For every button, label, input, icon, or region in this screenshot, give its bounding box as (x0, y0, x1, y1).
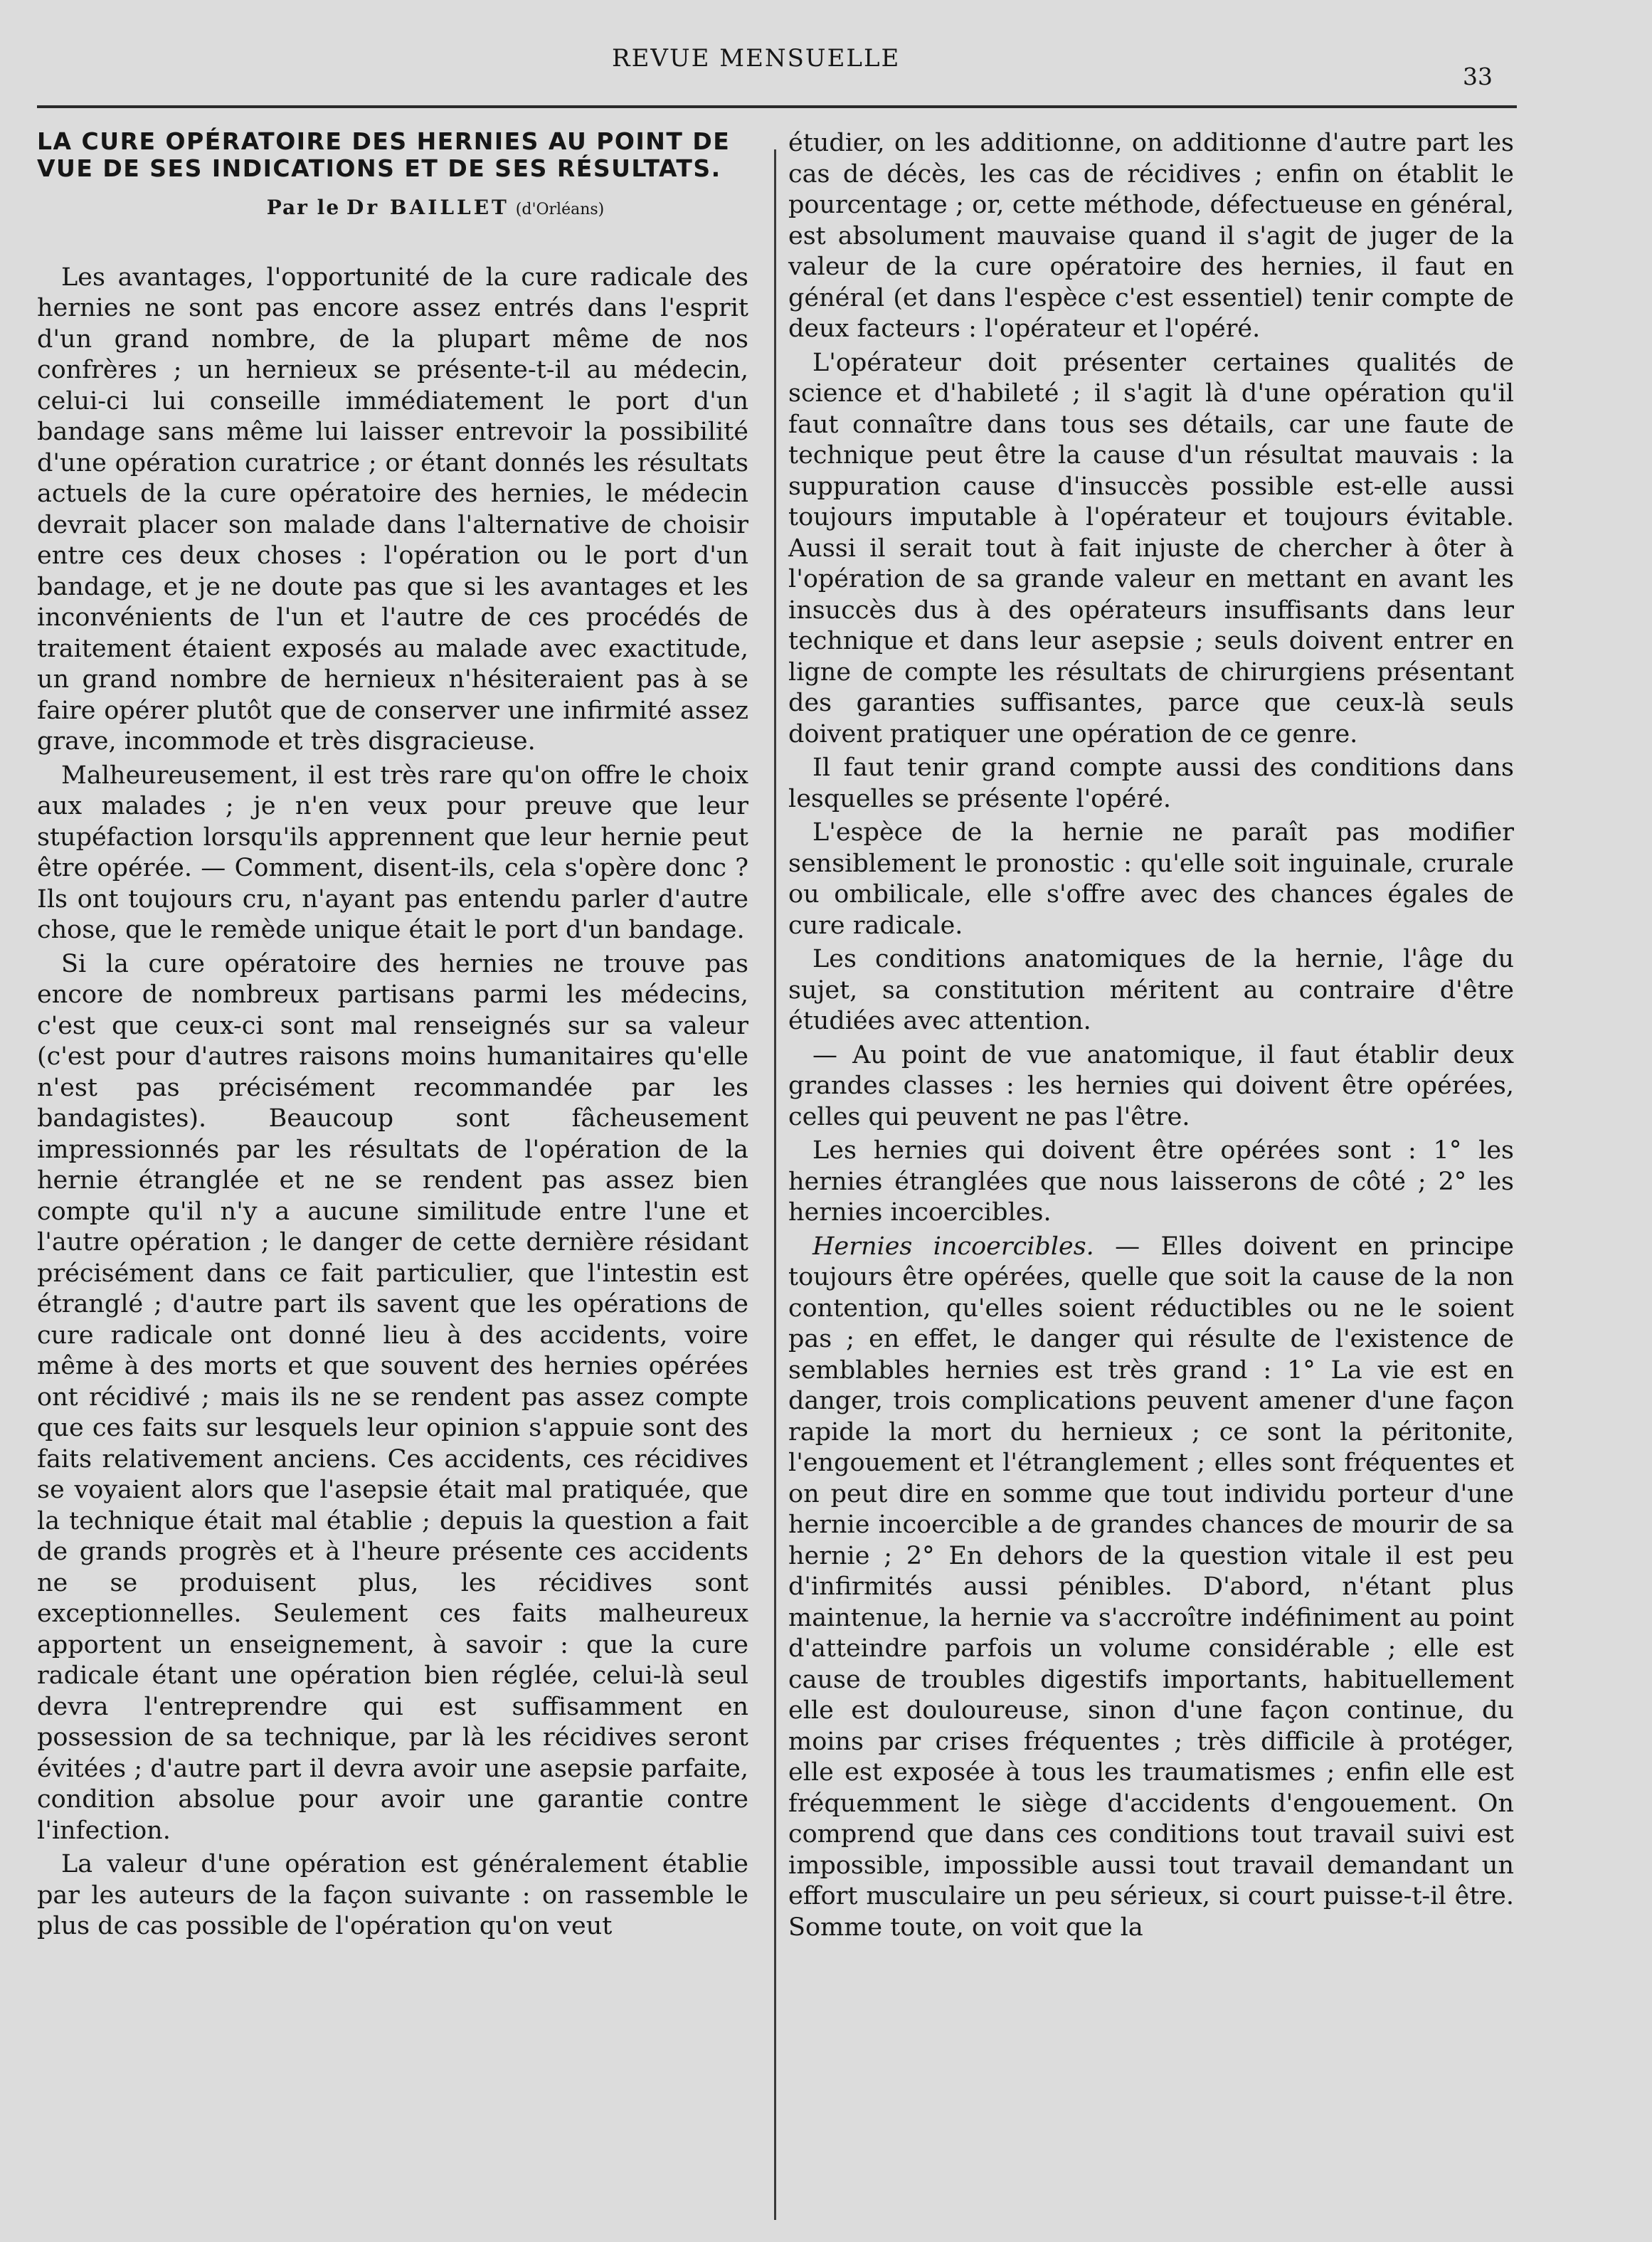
running-head: REVUE MENSUELLE (612, 44, 901, 73)
paragraph: La valeur d'une opération est généralement établie par les auteurs de la façon suivante : on rassemble le plus de cas possible de l'opération qu'on veut (37, 1850, 748, 1940)
paragraph: L'opérateur doit présenter certaines qualités de science et d'habileté ; il s'agit là d'une opération qu'il faut connaître dans tous ses détails, car une faute de technique peut être la cause d'un résultat mauvais : la suppuration cause d'insuccès possible est-elle aussi toujours imputable à l'opérateur et toujours évitable. Aussi il serait tout à fait injuste de chercher à ôter à l'opération de sa grande valeur en mettant en avant les insuccès dus à des opérateurs insuffisants dans leur technique et dans leur asepsie ; seuls doivent entrer en ligne de compte les résultats de chirurgiens présentant des garanties suffisantes, parce que ceux-là seuls doivent pratiquer une opération de ce genre. (788, 348, 1514, 749)
byline-prefix: Par le (266, 196, 341, 219)
paragraph: Il faut tenir grand compte aussi des conditions dans lesquelles se présente l'opéré. (788, 753, 1514, 813)
paragraph-continuation: étudier, on les additionne, on additionne d'autre part les cas de décès, les cas de récidives ; enfin on établit le pourcentage ; or, cette méthode, défectueuse en général, est absolument mauvaise quand il s'agit de juger de la valeur de la cure opératoire des hernies, il faut en général (et dans l'espèce c'est essentiel) tenir compte de deux facteurs : l'opérateur et l'opéré. (788, 129, 1514, 343)
paragraph: Si la cure opératoire des hernies ne trouve pas encore de nombreux partisans parmi les médecins, c'est que ceux-ci sont mal renseignés sur sa valeur (c'est pour d'autres raisons moins humanitaires qu'elle n'est pas précisément recommandée par les bandagistes). Beaucoup sont fâcheusement impressionnés par les résultats de l'opération de la hernie étranglée et ne se rendent pas assez bien compte qu'il n'y a aucune similitude entre l'une et l'autre opération ; le danger de cette dernière résidant précisément dans ce fait particulier, que l'intestin est étranglé ; d'autre part ils savent que les opérations de cure radicale ont donné lieu à des accidents, voire même à des morts et que souvent des hernies opérées ont récidivé ; mais ils ne se rendent pas assez compte que ces faits sur lesquels leur opinion s'appuie sont des faits relativement anciens. Ces accidents, ces récidives se voyaient alors que l'asepsie était mal pratiquée, que la technique était mal établie ; depuis la question a fait de grands progrès et à l'heure présente ces accidents ne se produisent plus, les récidives sont exceptionnelles. Seulement ces faits malheureux apportent un enseignement, à savoir : que la cure radicale étant une opération bien réglée, celui-là seul devra l'entreprendre qui est suffisamment en possession de sa technique, par là les récidives seront évitées ; d'autre part il devra avoir une asepsie parfaite, condition absolue pour avoir une garantie contre l'infection. (37, 949, 748, 1845)
header-rule (37, 105, 1517, 108)
byline-author: Dr BAILLET (346, 196, 509, 219)
right-column (788, 128, 1514, 1943)
page-number: 33 (1463, 63, 1493, 90)
article-title: LA CURE OPÉRATOIRE DES HERNIES AU POINT DE VUE DE SES INDICATIONS ET DE SES RÉSULTATS. (37, 127, 731, 182)
left-column (37, 128, 748, 1942)
byline (122, 192, 748, 226)
paragraph: Les hernies qui doivent être opérées sont : 1° les hernies étranglées que nous laisserons de côté ; 2° les hernies incoercibles. (788, 1136, 1514, 1227)
paragraph: Malheureusement, il est très rare qu'on offre le choix aux malades ; je n'en veux pour preuve que leur stupéfaction lorsqu'ils apprennent que leur hernie peut être opérée. — Comment, disent-ils, cela s'opère donc ? Ils ont toujours cru, n'ayant pas entendu parler d'autre chose, que le remède unique était le port d'un bandage. (37, 761, 748, 944)
paragraph-text: — Elles doivent en principe toujours être opérées, quelle que soit la cause de la non contention, qu'elles soient réductibles ou ne le soient pas ; en effet, le danger qui résulte de l'existence de semblables hernies est très grand : 1° La vie est en danger, trois complications peuvent amener d'une façon rapide la mort du hernieux ; ce sont la péritonite, l'engouement et l'étranglement ; elles sont fréquentes et on peut dire en somme que tout individu porteur d'une hernie incoercible a de grandes chances de mourir de sa hernie ; 2° En dehors de la question vitale il est peu d'infirmités aussi pénibles. D'abord, n'étant plus maintenue, la hernie va s'accroître indéfiniment au point d'atteindre parfois un volume considérable ; elle est cause de troubles digestifs importants, habituellement elle est douloureuse, sinon d'une façon continue, du moins par crises fréquentes ; très difficile à protéger, elle est exposée à tous les traumatismes ; enfin elle est fréquemment le siège d'accidents d'engouement. On comprend que dans ces conditions tout travail suivi est impossible, impossible aussi tout travail demandant un effort musculaire un peu sérieux, si court puisse-t-il être. Somme toute, on voit que la (788, 1232, 1514, 1942)
paragraph: Les avantages, l'opportunité de la cure radicale des hernies ne sont pas encore assez entrés dans l'esprit d'un grand nombre, de la plupart même de nos confrères ; un hernieux se présente-t-il au médecin, celui-ci lui conseille immédiatement le port d'un bandage sans même lui laisser entrevoir la possibilité d'une opération curatrice ; or étant donnés les résultats actuels de la cure opératoire des hernies, le médecin devrait placer son malade dans l'alternative de choisir entre ces deux choses : l'opération ou le port d'un bandage, et je ne doute pas que si les avantages et les inconvénients de l'un et l'autre de ces procédés de traitement étaient exposés au malade avec exactitude, un grand nombre de hernieux n'hésiteraient pas à se faire opérer plutôt que de conserver une infirmité assez grave, incommode et très disgracieuse. (37, 263, 748, 756)
paragraph: L'espèce de la hernie ne paraît pas modifier sensiblement le pronostic : qu'elle soit inguinale, crurale ou ombilicale, elle s'offre avec des chances égales de cure radicale. (788, 818, 1514, 940)
paragraph: — Au point de vue anatomique, il faut établir deux grandes classes : les hernies qui doivent être opérées, celles qui peuvent ne pas l'être. (788, 1040, 1514, 1131)
paragraph: Les conditions anatomiques de la hernie, l'âge du sujet, sa constitution méritent au contraire d'être étudiées avec attention. (788, 945, 1514, 1035)
paragraph-incoercibles (788, 1232, 1514, 1944)
column-divider (774, 149, 776, 2220)
section-label: Hernies incoercibles. (812, 1232, 1094, 1261)
byline-origin: (d'Orléans) (515, 201, 605, 218)
